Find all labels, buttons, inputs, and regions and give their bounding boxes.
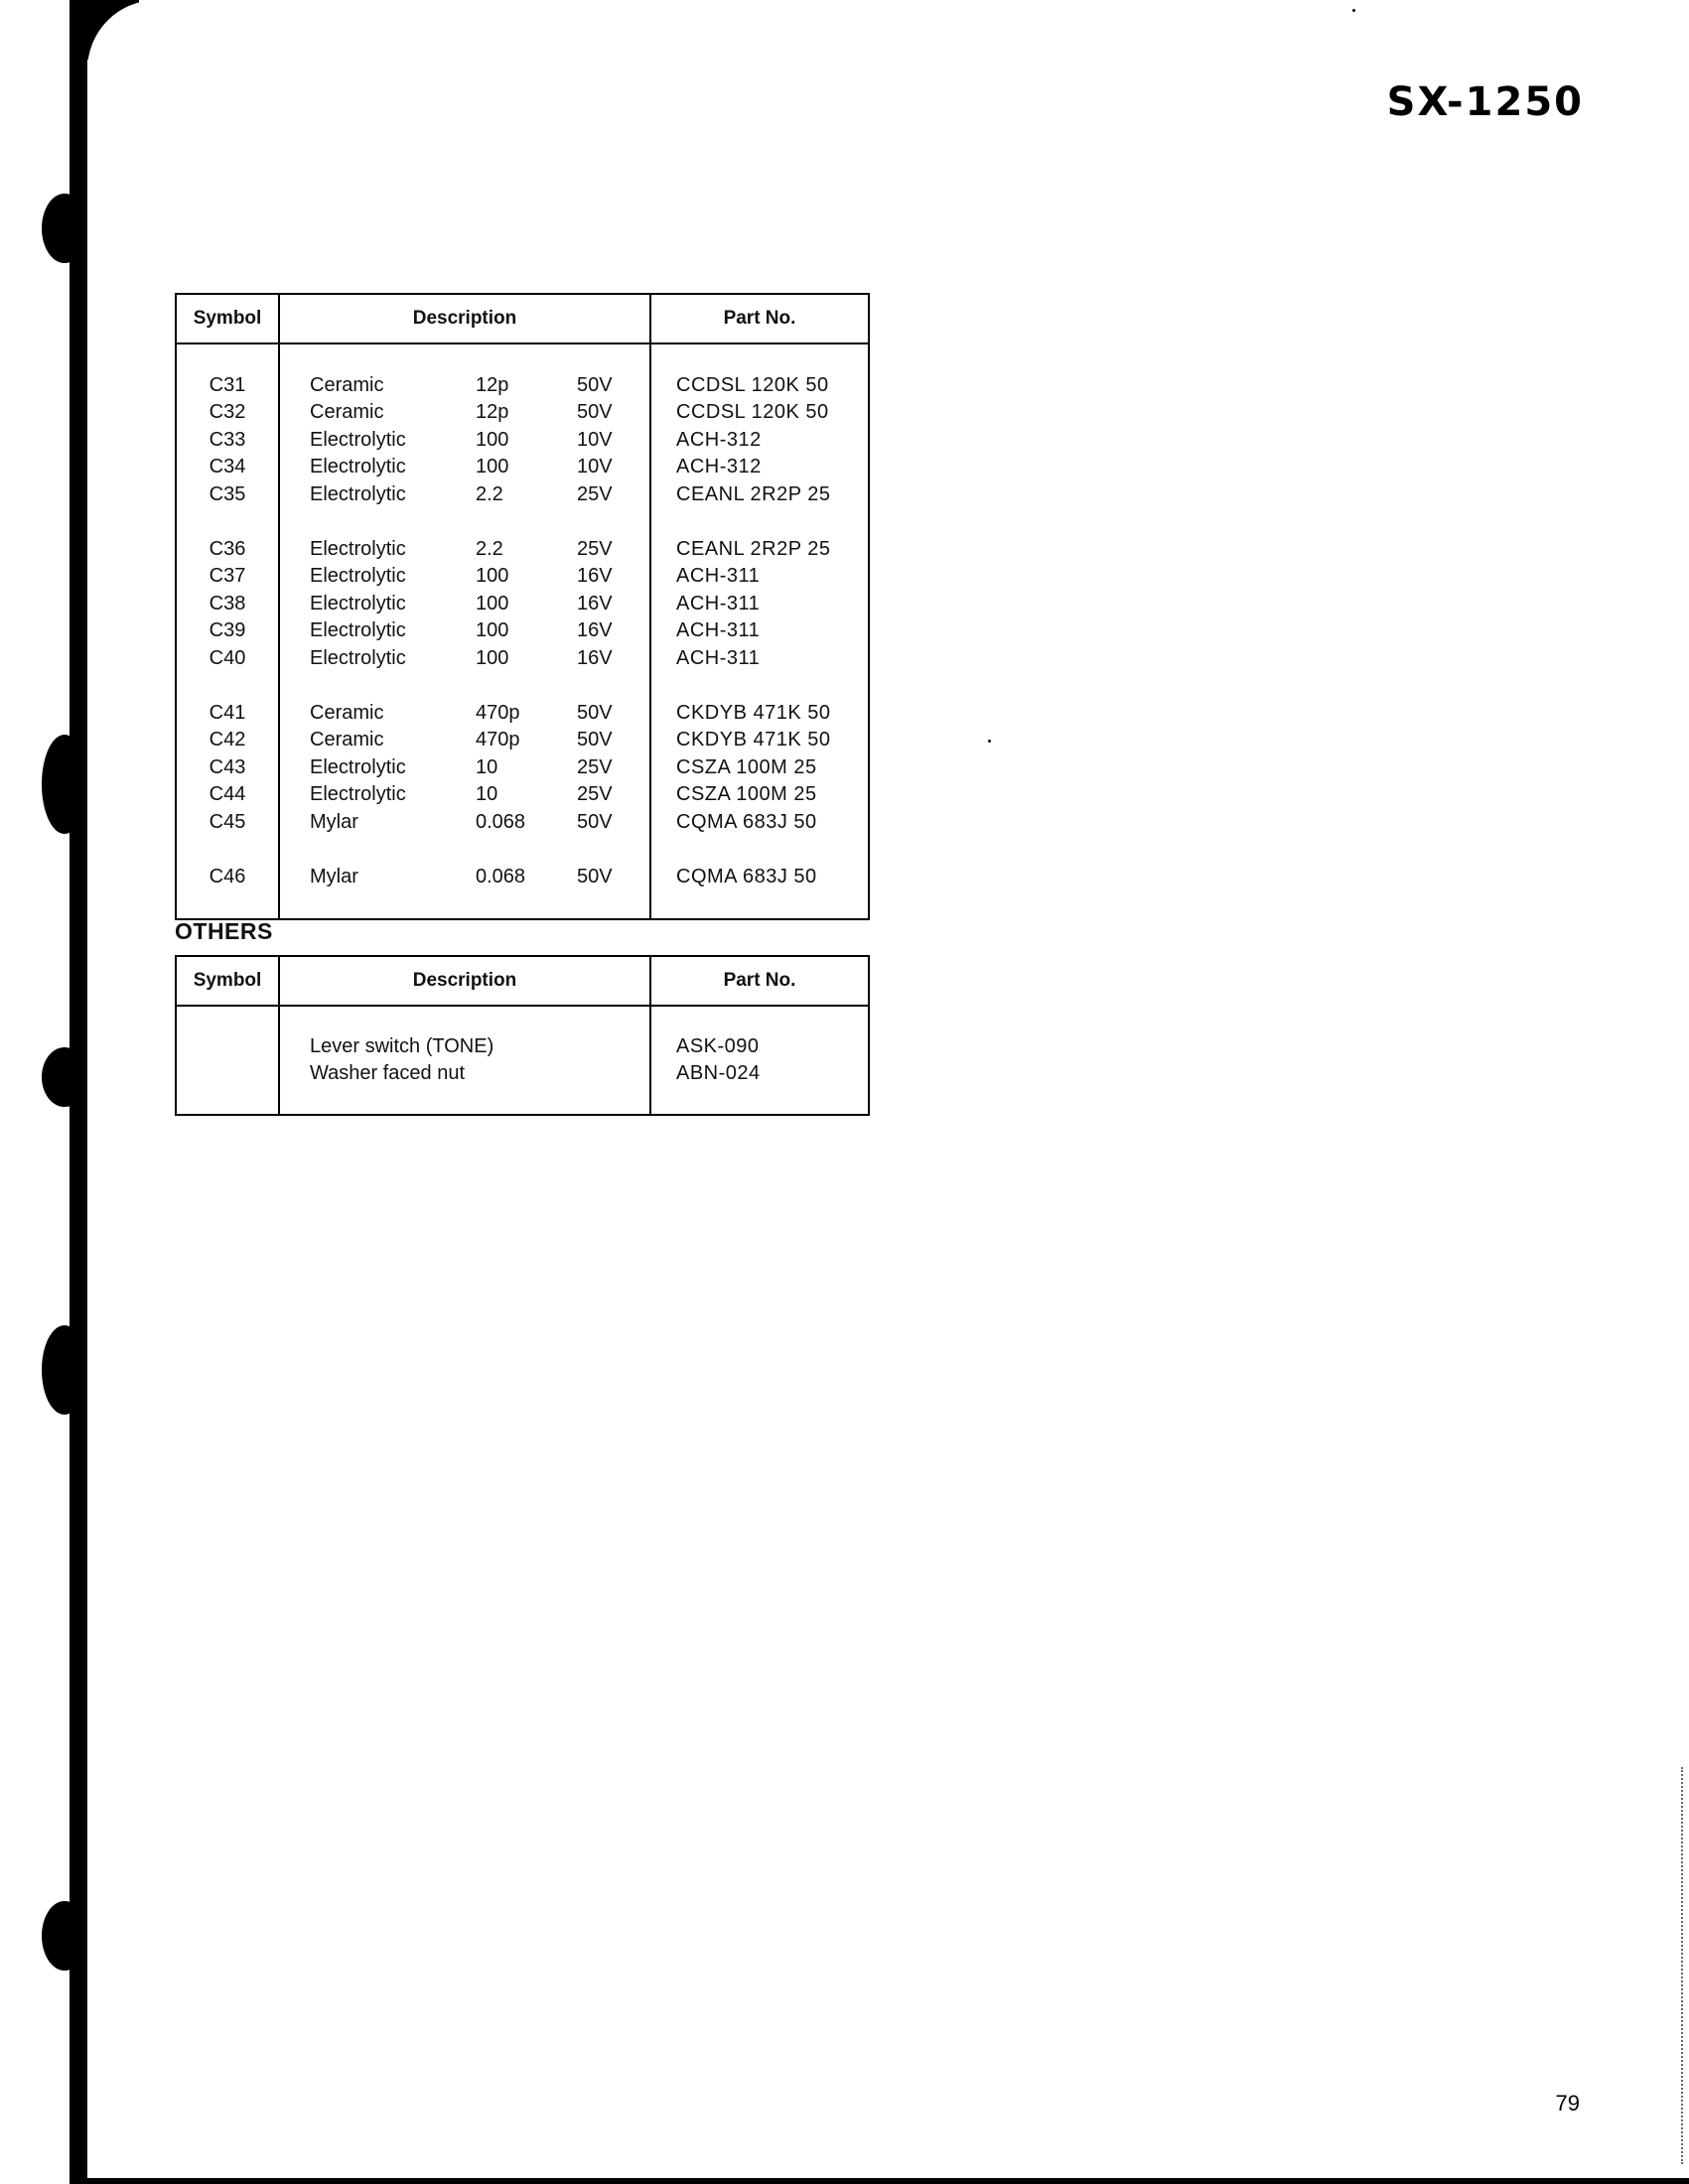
component-voltage: 10V <box>577 428 613 451</box>
description-cell <box>279 536 650 564</box>
scan-speck <box>1352 9 1355 12</box>
table-header-row <box>176 956 869 1006</box>
description-cell <box>279 454 650 481</box>
header-description: Description <box>279 956 650 1006</box>
table-row <box>176 754 869 782</box>
component-type: Electrolytic <box>310 482 406 505</box>
symbol-cell: C31 <box>176 372 279 400</box>
symbol-cell <box>176 1033 279 1060</box>
component-type: Electrolytic <box>310 755 406 778</box>
symbol-cell: C35 <box>176 481 279 509</box>
description-cell <box>279 427 650 455</box>
component-value: 100 <box>476 456 509 478</box>
symbol-cell: C38 <box>176 591 279 618</box>
description-cell <box>279 1060 650 1087</box>
table-body <box>176 1006 869 1115</box>
page-bottom-edge <box>70 2178 1689 2184</box>
part-no-cell <box>650 536 869 564</box>
header-part-no: Part No. <box>650 956 869 1006</box>
part-no-cell <box>650 727 869 754</box>
component-type: Electrolytic <box>310 537 406 560</box>
scan-speck <box>988 740 991 743</box>
component-voltage: 50V <box>577 865 613 887</box>
description-cell <box>279 399 650 427</box>
component-value: 12p <box>476 401 509 424</box>
part-no-cell <box>650 372 869 400</box>
component-voltage: 25V <box>577 482 613 505</box>
component-value: 100 <box>476 646 509 669</box>
capacitor-parts-table <box>175 293 870 920</box>
component-voltage: 50V <box>577 373 613 396</box>
symbol-cell: C33 <box>176 427 279 455</box>
table-row <box>176 481 869 509</box>
table-row <box>176 781 869 809</box>
part-no-cell <box>650 645 869 673</box>
part-number: ASK-090 <box>676 1035 760 1057</box>
description-cell <box>279 809 650 837</box>
table-row <box>176 1060 869 1087</box>
table-row <box>176 536 869 564</box>
description-cell <box>279 481 650 509</box>
description-cell <box>279 591 650 618</box>
model-title: SX-1250 <box>1386 79 1584 125</box>
table-row <box>176 700 869 728</box>
group-spacer <box>176 672 869 700</box>
component-value: 470p <box>476 729 520 751</box>
part-no-cell <box>650 617 869 645</box>
symbol-cell: C43 <box>176 754 279 782</box>
description-cell <box>279 1033 650 1060</box>
component-type: Electrolytic <box>310 646 406 669</box>
symbol-cell: C32 <box>176 399 279 427</box>
component-voltage: 50V <box>577 729 613 751</box>
part-number: CSZA 100M 25 <box>676 755 817 778</box>
part-no-cell <box>650 754 869 782</box>
part-number: CQMA 683J 50 <box>676 810 817 833</box>
component-value: 0.068 <box>476 865 526 887</box>
component-value: 470p <box>476 701 520 724</box>
component-value: 100 <box>476 592 509 614</box>
table-row <box>176 617 869 645</box>
header-part-no: Part No. <box>650 294 869 343</box>
table-row <box>176 563 869 591</box>
table-row <box>176 864 869 891</box>
description-cell <box>279 700 650 728</box>
description-cell <box>279 727 650 754</box>
component-voltage: 50V <box>577 701 613 724</box>
component-voltage: 10V <box>577 456 613 478</box>
symbol-cell: C41 <box>176 700 279 728</box>
component-voltage: 25V <box>577 783 613 806</box>
symbol-cell: C37 <box>176 563 279 591</box>
symbol-cell: C44 <box>176 781 279 809</box>
component-type: Electrolytic <box>310 619 406 642</box>
page-right-edge <box>1677 1767 1683 2164</box>
component-type: Electrolytic <box>310 428 406 451</box>
part-number: ACH-311 <box>676 565 761 588</box>
symbol-cell: C45 <box>176 809 279 837</box>
component-voltage: 50V <box>577 401 613 424</box>
part-number: ABN-024 <box>676 1062 761 1084</box>
item-description: Washer faced nut <box>310 1062 466 1084</box>
part-no-cell <box>650 591 869 618</box>
table-header-row <box>176 294 869 343</box>
description-cell <box>279 645 650 673</box>
part-number: CSZA 100M 25 <box>676 783 817 806</box>
component-value: 100 <box>476 428 509 451</box>
part-number: CKDYB 471K 50 <box>676 729 831 751</box>
table-body <box>176 343 869 919</box>
part-no-cell <box>650 481 869 509</box>
part-no-cell <box>650 864 869 891</box>
component-type: Electrolytic <box>310 456 406 478</box>
part-no-cell <box>650 809 869 837</box>
header-description: Description <box>279 294 650 343</box>
table-row <box>176 427 869 455</box>
part-number: CEANL 2R2P 25 <box>676 482 831 505</box>
part-no-cell <box>650 781 869 809</box>
header-symbol: Symbol <box>176 294 279 343</box>
component-voltage: 50V <box>577 810 613 833</box>
symbol-cell: C42 <box>176 727 279 754</box>
component-type: Ceramic <box>310 729 384 751</box>
part-number: ACH-311 <box>676 646 761 669</box>
table-row <box>176 1033 869 1060</box>
component-voltage: 25V <box>577 537 613 560</box>
component-value: 100 <box>476 565 509 588</box>
part-no-cell <box>650 427 869 455</box>
component-voltage: 25V <box>577 755 613 778</box>
part-no-cell <box>650 399 869 427</box>
binder-hole <box>42 1047 87 1107</box>
part-number: ACH-311 <box>676 619 761 642</box>
component-value: 100 <box>476 619 509 642</box>
others-heading: OTHERS <box>175 918 273 944</box>
part-number: ACH-311 <box>676 592 761 614</box>
symbol-cell: C34 <box>176 454 279 481</box>
binder-hole <box>42 1901 87 1971</box>
part-no-cell <box>650 700 869 728</box>
table-row <box>176 399 869 427</box>
others-parts-table <box>175 955 870 1116</box>
binder-hole <box>42 735 87 834</box>
symbol-cell: C46 <box>176 864 279 891</box>
component-value: 2.2 <box>476 482 503 505</box>
part-no-cell <box>650 1060 869 1087</box>
component-type: Ceramic <box>310 701 384 724</box>
component-value: 10 <box>476 783 498 806</box>
component-voltage: 16V <box>577 592 613 614</box>
description-cell <box>279 781 650 809</box>
description-cell <box>279 754 650 782</box>
part-number: CEANL 2R2P 25 <box>676 537 831 560</box>
binder-hole <box>42 1325 87 1415</box>
description-cell <box>279 372 650 400</box>
symbol-cell: C36 <box>176 536 279 564</box>
component-voltage: 16V <box>577 565 613 588</box>
description-cell <box>279 864 650 891</box>
symbol-cell: C39 <box>176 617 279 645</box>
component-value: 2.2 <box>476 537 503 560</box>
component-voltage: 16V <box>577 646 613 669</box>
item-description: Lever switch (TONE) <box>310 1035 494 1057</box>
table-row <box>176 809 869 837</box>
component-value: 0.068 <box>476 810 526 833</box>
part-number: CKDYB 471K 50 <box>676 701 831 724</box>
component-type: Mylar <box>310 810 358 833</box>
description-cell <box>279 617 650 645</box>
group-spacer <box>176 508 869 536</box>
description-cell <box>279 563 650 591</box>
component-type: Mylar <box>310 865 358 887</box>
table-row <box>176 727 869 754</box>
part-number: ACH-312 <box>676 456 762 478</box>
part-number: CQMA 683J 50 <box>676 865 817 887</box>
part-number: CCDSL 120K 50 <box>676 373 829 396</box>
component-type: Ceramic <box>310 401 384 424</box>
table-row <box>176 372 869 400</box>
table-row <box>176 454 869 481</box>
group-spacer <box>176 836 869 864</box>
part-number: CCDSL 120K 50 <box>676 401 829 424</box>
table-row <box>176 591 869 618</box>
component-type: Electrolytic <box>310 565 406 588</box>
part-number: ACH-312 <box>676 428 762 451</box>
component-voltage: 16V <box>577 619 613 642</box>
table-row <box>176 645 869 673</box>
component-type: Electrolytic <box>310 592 406 614</box>
component-value: 10 <box>476 755 498 778</box>
symbol-cell: C40 <box>176 645 279 673</box>
part-no-cell <box>650 454 869 481</box>
part-no-cell <box>650 563 869 591</box>
page-number: 79 <box>1555 2091 1580 2116</box>
binder-hole <box>42 194 87 263</box>
component-value: 12p <box>476 373 509 396</box>
component-type: Electrolytic <box>310 783 406 806</box>
component-type: Ceramic <box>310 373 384 396</box>
symbol-cell <box>176 1060 279 1087</box>
header-symbol: Symbol <box>176 956 279 1006</box>
part-no-cell <box>650 1033 869 1060</box>
